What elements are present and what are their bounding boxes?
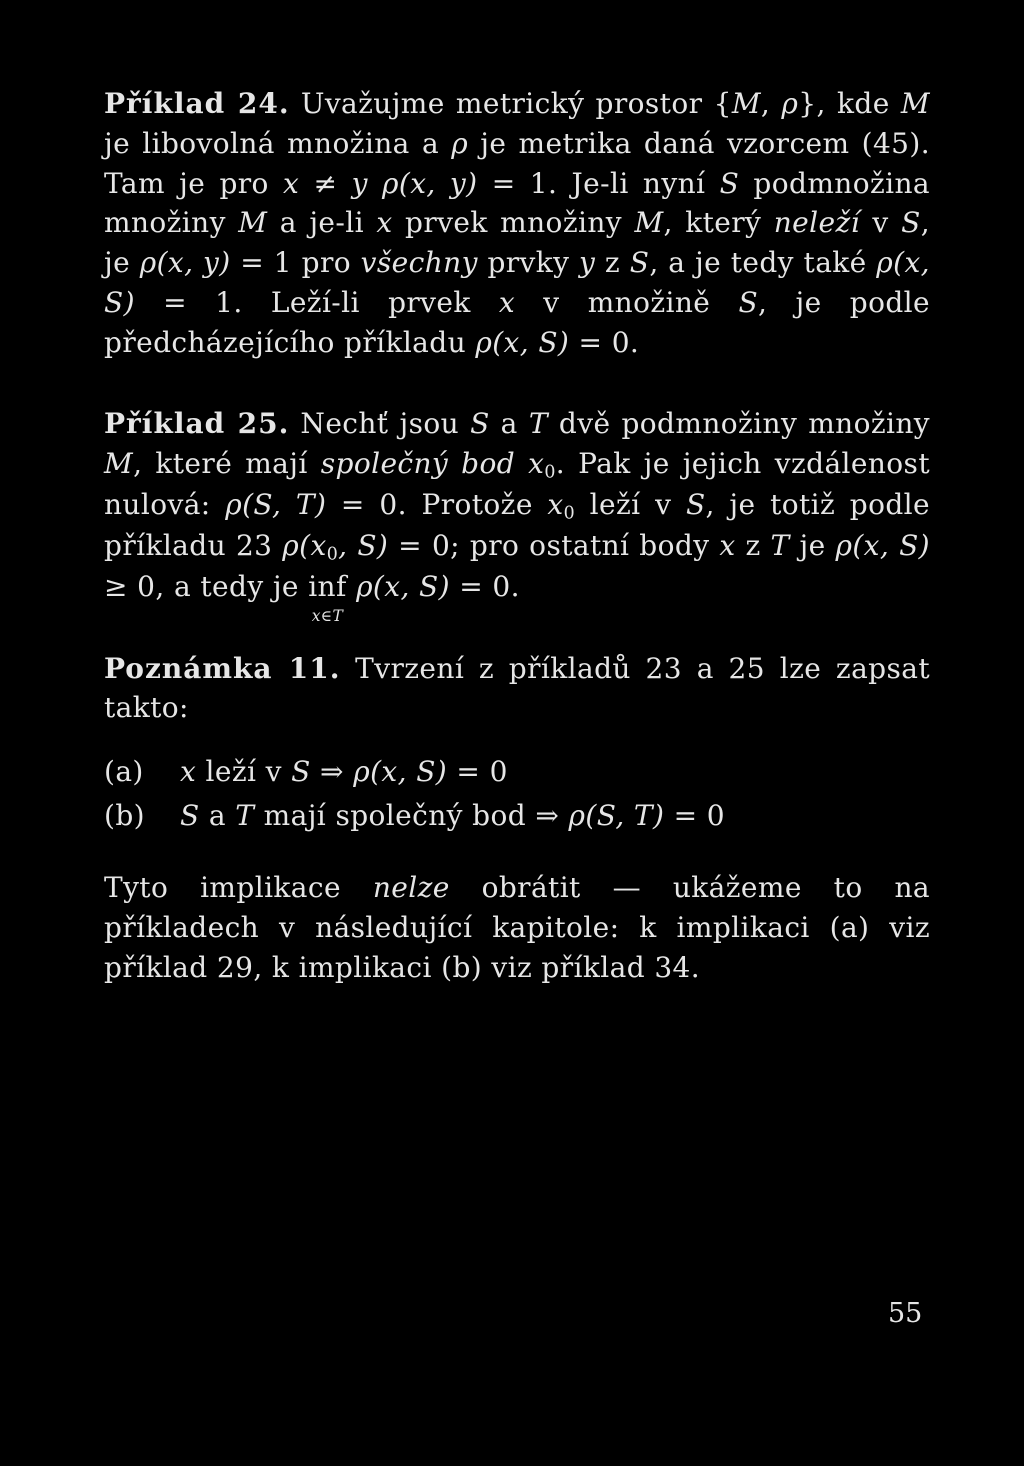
math-S: S (719, 166, 740, 200)
text: ≠ (299, 166, 352, 200)
infimum-operator: inf (308, 569, 347, 603)
math-rho: ρ (451, 126, 469, 160)
text: a (199, 799, 236, 833)
math-x: x (528, 447, 545, 480)
note-11-label: Poznámka 11. (104, 651, 341, 685)
example-24-paragraph (104, 84, 930, 362)
math-M: M (900, 87, 930, 120)
math-expression: ρ(x, S) (356, 569, 450, 603)
text: . Pak je jejich vzdálenost nulová: (104, 447, 930, 521)
text: , které mají (133, 447, 321, 480)
text: , (760, 87, 782, 120)
text: = 0. Protože (326, 487, 548, 521)
subscript: 0 (544, 462, 556, 483)
math-expression: ρ(x (282, 528, 327, 562)
emphasis-spolecny-bod: společný bod (320, 447, 516, 480)
closing-paragraph (104, 868, 930, 987)
implies-arrow: ⇒ (310, 755, 354, 789)
math-x: x (719, 528, 736, 562)
text: podmnožina množiny (104, 166, 931, 240)
text: je (789, 528, 836, 562)
math-S: S (685, 487, 706, 521)
math-x: x (498, 285, 516, 319)
text: leží v (575, 487, 686, 521)
emphasis-nelezi: neleží (773, 206, 860, 240)
text: ≥ 0, a tedy je (104, 569, 309, 603)
text (347, 570, 356, 603)
math-M: M (731, 87, 761, 120)
math-x: x (180, 755, 197, 789)
text: Nechť jsou (289, 407, 471, 441)
infimum (308, 567, 347, 625)
example-25-paragraph (104, 404, 930, 625)
math-T: T (235, 799, 255, 833)
text: = 0 (664, 799, 726, 833)
text (515, 447, 528, 480)
note-11-paragraph (104, 649, 930, 729)
implication-list (104, 752, 930, 840)
example-25-label: Příklad 25. (104, 407, 290, 441)
text: , je totiž podle příkladu 23 (104, 487, 930, 562)
math-expression: ρ(x, S) (475, 325, 570, 359)
math-rho: ρ (781, 87, 799, 120)
text: a je-li (267, 206, 377, 240)
subscript: 0 (563, 503, 576, 524)
text: je metrika daná vzorcem (45). Tam je pro (104, 126, 931, 200)
math-expression: ρ(x, y) (382, 166, 478, 200)
implication-b (104, 796, 930, 840)
math-expression: ρ(x, S) (835, 528, 930, 562)
emphasis-vsechny: všechny (360, 246, 478, 279)
text: = 1. Leží-li prvek (134, 285, 499, 319)
text: Uvažujme metrický prostor { (289, 87, 732, 120)
text: = 0; pro ostatní body (388, 528, 720, 562)
text: = 0. (569, 325, 640, 359)
page-body (104, 84, 930, 987)
math-M: M (238, 206, 268, 240)
math-y: y (351, 166, 368, 200)
text: mají společný bod ⇒ (254, 799, 569, 833)
text: = 0. (449, 569, 520, 603)
example-24-label: Příklad 24. (104, 87, 290, 120)
text: dvě podmnožiny množiny (547, 407, 930, 441)
text: v (859, 206, 902, 240)
text: = 1. Je-li nyní (477, 166, 720, 200)
math-expression: ρ(S, T) (225, 487, 327, 521)
text: z (595, 246, 630, 279)
text: z (735, 528, 771, 562)
math-S: S (291, 755, 311, 789)
math-x: x (376, 206, 393, 240)
math-M: M (634, 206, 664, 240)
math-expression: ρ(x, S) (104, 246, 930, 319)
text: , je podle předcházejícího příkladu (104, 285, 930, 359)
text: Tvrzení z příkladů 23 a 25 lze zapsat takto: (104, 651, 931, 725)
text: v množině (515, 285, 739, 319)
text: , a je tedy také (649, 246, 877, 279)
text: = 1 pro (230, 246, 361, 279)
text: prvky (477, 246, 580, 279)
math-S: S (629, 246, 650, 279)
infimum-subscript: x∈T (311, 606, 344, 625)
implication-label: (a) (104, 755, 144, 789)
text: Tyto implikace (104, 871, 373, 905)
text: leží v (196, 755, 292, 789)
math-S: S (901, 206, 921, 240)
text: , který (663, 206, 774, 240)
text: prvek množiny (392, 206, 635, 240)
text: obrátit — ukážeme to na příkladech v následující kapitole: k implikaci (a) viz příklad 29, k implikaci (b) viz příklad 34. (104, 871, 930, 984)
math-expression: ρ(S, T) (568, 799, 665, 833)
emphasis-nelze: nelze (372, 871, 450, 905)
implication-label: (b) (104, 799, 145, 833)
math-S: S (738, 285, 759, 319)
text: a (489, 407, 529, 441)
page-number: 55 (888, 1298, 923, 1329)
math-T: T (528, 407, 548, 441)
math-S: S (180, 799, 200, 833)
math-x: x (547, 487, 564, 521)
math-M: M (104, 447, 134, 480)
math-x: x (283, 166, 300, 200)
math-T: T (770, 528, 790, 562)
implication-a (104, 752, 930, 796)
text: }, kde (798, 87, 901, 120)
math-expression: ρ(x, S) (353, 755, 448, 789)
math-y: y (579, 246, 596, 279)
math-S: S (470, 407, 490, 441)
text: je libovolná množina a (104, 126, 452, 160)
math-expression: , S) (338, 528, 389, 562)
text (368, 167, 382, 200)
math-expression: ρ(x, y) (139, 246, 231, 279)
text: , je (104, 206, 930, 279)
text: = 0 (447, 755, 508, 789)
subscript: 0 (326, 544, 339, 565)
